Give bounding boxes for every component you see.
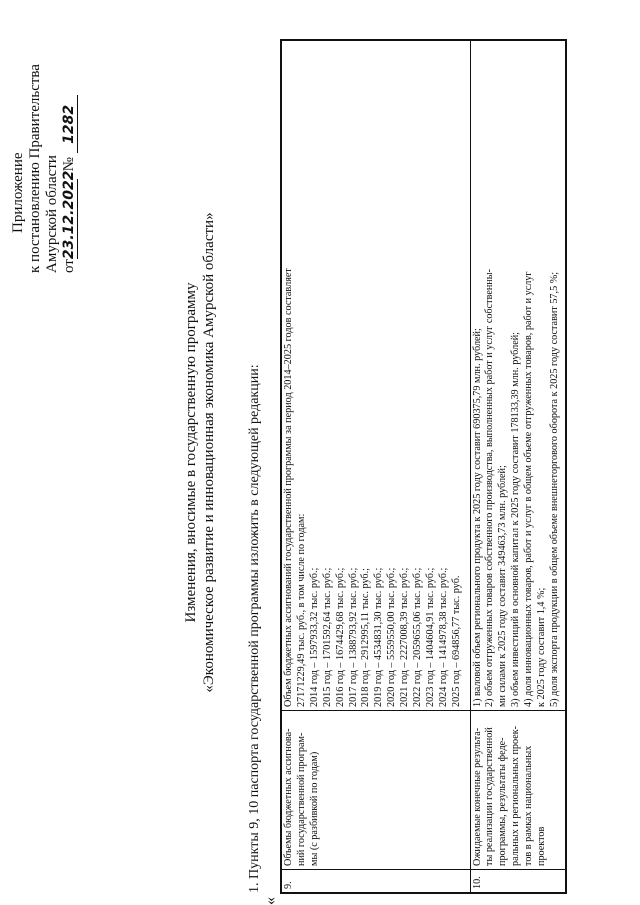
number-value: 1282 [62,95,78,153]
row-value-line: 2014 год – 1597933,32 тыс. руб.; [308,567,320,707]
row-name-line: Ожидаемые конечные результа- [471,727,483,866]
appendix-region-line: Амурской области [44,155,60,273]
row-name-line: Объемы бюджетных ассигнова- [283,728,294,866]
table-row [281,40,470,893]
row-value-line: 2016 год – 1674429,68 тыс. руб.; [334,567,346,707]
row-value-line: 2024 год – 1414978,38 тыс. руб.; [437,567,449,707]
row-value-line: к 2025 году составит 1,4 %; [536,587,548,707]
row-name-line: проектов [536,826,548,866]
row-name-cell [470,711,566,870]
row-value-cell [470,40,566,711]
date-value: 23.12.2022 [61,170,77,260]
row-number: 10. [470,870,566,894]
row-value-line: 2022 год – 2059655,06 тыс. руб.; [412,567,424,707]
row-number: 9. [281,870,470,894]
row-value-line: 27171229,49 тыс. руб., в том числе по годам: [295,513,307,707]
row-value-line: 4) доля инновационных товаров, работ и услуг в общем объеме отгруженных товаров, работ и услуг [523,271,535,707]
open-quote: « [262,897,279,905]
row-name-line: ральных и региональных проек- [510,725,522,866]
row-value-line: 2020 год – 5559550,00 тыс. руб.; [386,567,398,707]
row-value-cell [281,40,470,711]
row-name-cell [281,711,470,870]
row-name-line: тов в рамках национальных [523,745,535,866]
number-prefix: № [61,157,77,172]
document-title-line-2: «Экономическое развитие и инновационная экономика Амурской области» [201,212,217,693]
row-value-line: 2018 год – 2912995,11 тыс. руб.; [360,568,372,707]
row-name-line: программы, результаты феде- [497,737,509,866]
appendix-date-line [61,95,78,273]
row-value-line: 2015 год – 1701592,64 тыс. руб.; [321,567,333,707]
row-value-line: 2025 год – 694856,77 тыс. руб. [450,575,462,707]
row-value-line: Объем бюджетных ассигнований государственной программы за период 2014–2025 годов составляет [283,268,294,707]
row-value-line: ми силами к 2025 году составит 349463,73 млн. рублей; [497,465,509,707]
passport-table [280,39,567,894]
row-value-line: 1) валовой объем регионального продукта к 2025 году составит 690375,79 млн. рублей; [471,328,483,707]
row-value-line: 3) объем инвестиций в основной капитал к 2025 году составит 178133,39 млн. рублей; [510,331,522,707]
row-value-line: 2017 год – 1388793,92 тыс. руб.; [347,567,359,707]
row-value-line: 2023 год – 1404604,91 тыс. руб.; [424,567,436,707]
row-value-line: 5) доля экспорта продукции в общем объеме внешнеторгового оборота к 2025 году составит 57,5 %; [548,271,560,707]
date-prefix: от [61,259,77,273]
appendix-label: Приложение [10,152,26,233]
appendix-decree-line: к постановлению Правительства [27,64,43,273]
document-title-line-1: Изменения, вносимые в государственную программу [183,282,199,623]
row-value-line: 2021 год – 2227008,39 тыс. руб.; [399,567,411,707]
row-name-line: ты реализации государственной [484,727,496,866]
row-value-line: 2019 год – 4534831,30 тыс. руб.; [373,567,385,707]
row-name-line: мы (с разбивкой по годам) [308,751,320,866]
table-row [470,40,566,893]
row-name-line: ний государственной програм- [295,732,307,866]
intro-paragraph: 1. Пункты 9, 10 паспорта государственной программы изложить в следующей редакции: [247,364,262,893]
row-value-line: 2) объем отгруженных товаров собственного производства, выполненных работ и услуг собственны- [484,268,496,707]
